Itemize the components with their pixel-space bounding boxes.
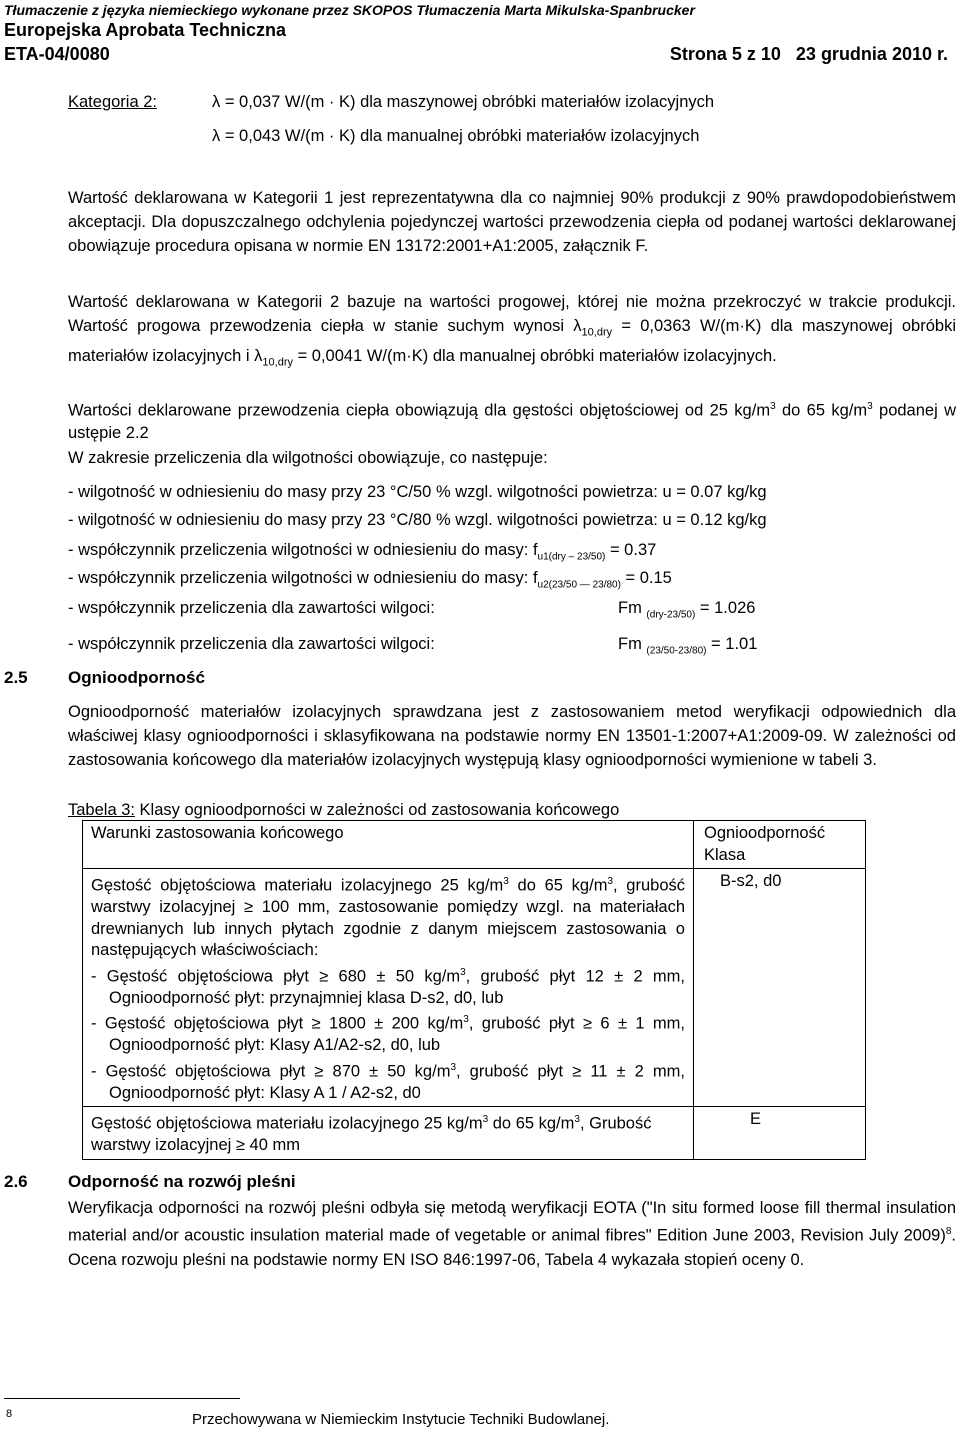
- paragraph-density-range: [68, 396, 956, 444]
- row1-intro-sup1: 3: [503, 876, 509, 887]
- row1-bullet-2: [91, 1009, 685, 1057]
- moisture-item-5-label: - współczynnik przeliczenia dla zawartości wilgoci:: [68, 599, 435, 617]
- section-2-6-title: Odporność na rozwój pleśni: [68, 1172, 296, 1191]
- row1-b2-sup: 3: [463, 1014, 469, 1025]
- row1-bullet-3: [91, 1057, 685, 1105]
- row1-bullet-1: [91, 962, 685, 1010]
- row1-b3-sup: 3: [450, 1061, 457, 1073]
- m5-val-sub: (dry-23/50): [646, 609, 696, 621]
- s26-footnote-ref: 8: [945, 1226, 952, 1237]
- fire-class-table: [82, 820, 866, 1160]
- m4-text-a: - współczynnik przeliczenia wilgotności w odniesieniu do masy: f: [68, 569, 538, 587]
- p2-text-b: = 0,0363 W/(m·K) dla maszynowej obróbki materiałów izolacyjnych i λ: [68, 317, 956, 366]
- p2-sub1: 10,dry: [581, 326, 613, 339]
- document-title: Europejska Aprobata Techniczna: [4, 20, 287, 40]
- moisture-item-6-label: - współczynnik przeliczenia dla zawartości wilgoci:: [68, 635, 435, 653]
- table-3-caption: [68, 800, 619, 820]
- p2-text-a: Wartość deklarowana w Kategorii 2 bazuje na wartości progowej, której nie można przekroczyć w trakcie produkcji. Wartość progowa przewodzenia ciepła w stanie suchym wynosi λ: [68, 293, 956, 335]
- table-header-conditions: Warunki zastosowania końcowego: [83, 821, 694, 869]
- section-2-5-text: Ognioodporność materiałów izolacyjnych sprawdzana jest z zastosowaniem metod weryfikacji odpowiednich dla właściwej klasy ognioodporności i sklasyfikowana na podstawie normy EN 13501-1:2007+A1:2009-09. W zależności od zastosowania końcowego dla materiałów izolacyjnych występują klasy ognioodporności wymienione w tabeli 3.: [68, 703, 956, 769]
- moisture-item-5-value: [618, 598, 755, 625]
- p2-sub2: 10,dry: [262, 356, 293, 369]
- m6-val-a: Fm: [618, 635, 647, 653]
- m4-sub: u2(23/50 — 23/80): [537, 579, 621, 591]
- row1-intro-b: do 65 kg/m: [508, 876, 608, 895]
- m5-val-b: = 1.026: [695, 599, 756, 617]
- m6-val-sub: (23/50-23/80): [646, 645, 707, 657]
- m4-text-b: = 0.15: [620, 569, 672, 587]
- footnote-marker: 8: [6, 1408, 13, 1420]
- paragraph-declared-value-cat2: [68, 290, 956, 375]
- row2-a: Gęstość objętościowa materiału izolacyjnego 25 kg/m: [91, 1114, 483, 1133]
- section-2-5-title: Ognioodporność: [68, 668, 205, 687]
- s26-text-b: . Ocena rozwoju pleśni na podstawie normy EN ISO 846:1997-06, Tabela 4 wykazała stopień oceny 0.: [68, 1226, 956, 1269]
- footnote-text: Przechowywana w Niemieckim Instytucie Techniki Budowlanej.: [192, 1411, 610, 1428]
- moisture-item-1: - wilgotność w odniesieniu do masy przy 23 °C/50 % wzgl. wilgotności powietrza: u = 0.07 kg/kg: [68, 483, 767, 501]
- section-2-6-number: 2.6: [4, 1172, 28, 1191]
- row1-b2-a: - Gęstość objętościowa płyt ≥ 1800 ± 200 kg/m: [91, 1014, 464, 1033]
- row1-b1-b: , grubość płyt 12 ± 2 mm, Ognioodporność płyt: przynajmniej klasa D-s2, d0, lub: [109, 967, 685, 1007]
- page-info: Strona 5 z 10 23 grudnia 2010 r.: [669, 44, 948, 64]
- footnote-divider: [4, 1398, 240, 1399]
- lambda-manual: λ = 0,043 W/(m · K) dla manualnej obróbki materiałów izolacyjnych: [212, 127, 700, 145]
- row2-sup2: 3: [574, 1114, 580, 1125]
- m5-val-a: Fm: [618, 599, 647, 617]
- m3-text-a: - współczynnik przeliczenia wilgotności w odniesieniu do masy: f: [68, 541, 538, 559]
- table-row-1-conditions: [83, 869, 694, 1107]
- section-2-5-number: 2.5: [4, 668, 28, 687]
- table-row-2-conditions: [83, 1107, 694, 1160]
- moisture-item-3: [68, 540, 656, 567]
- paragraph-moisture-intro: W zakresie przeliczenia dla wilgotności obowiązuje, co następuje:: [68, 449, 548, 467]
- lambda-machine: λ = 0,037 W/(m · K) dla maszynowej obróbki materiałów izolacyjnych: [212, 93, 715, 111]
- table-header-class: Ognioodporność Klasa: [694, 821, 866, 869]
- table-header-row: [83, 821, 866, 869]
- table-row: [83, 1107, 866, 1160]
- translation-note: Tłumaczenie z języka niemieckiego wykonane przez SKOPOS Tłumaczenia Marta Mikulska-Spanbrucker: [4, 2, 695, 18]
- p3-sup1: 3: [770, 401, 776, 412]
- row2-c: , Grubość warstwy izolacyjnej ≥ 40 mm: [91, 1114, 652, 1154]
- row1-b2-b: , grubość płyt ≥ 6 ± 1 mm, Ognioodporność płyt: Klasy A1/A2-s2, d0, lub: [109, 1014, 686, 1054]
- row1-b3-a: - Gęstość objętościowa płyt ≥ 870 ± 50 kg/m: [91, 1062, 451, 1080]
- moisture-item-2: - wilgotność w odniesieniu do masy przy 23 °C/80 % wzgl. wilgotności powietrza: u = 0.12 kg/kg: [68, 511, 767, 529]
- p3-text-b: do 65 kg/m: [775, 401, 868, 420]
- table-row-2-class: E: [694, 1107, 866, 1160]
- moisture-item-4: [68, 568, 672, 595]
- document-number: ETA-04/0080: [4, 44, 110, 64]
- m3-text-b: = 0.37: [605, 541, 657, 559]
- p3-text-a: Wartości deklarowane przewodzenia ciepła obowiązują dla gęstości objętościowej od 25 kg/m: [68, 401, 771, 420]
- row1-intro-c: , grubość warstwy izolacyjnej ≥ 100 mm, zastosowanie pomiędzy wzgl. na materiałach drewnianych lub innych płytach zgodnie z danym miejscem zastosowania o następujących właściwościach:: [91, 876, 685, 959]
- table-3-caption-text: Klasy ognioodporności w zależności od zastosowania końcowego: [134, 801, 620, 819]
- m3-sub: u1(dry – 23/50): [537, 551, 606, 563]
- p2-text-c: = 0,0041 W/(m·K) dla manualnej obróbki materiałów izolacyjnych.: [292, 347, 777, 366]
- s26-text-a: Weryfikacja odporności na rozwój pleśni odbyła się metodą weryfikacji EOTA ("In situ formed loose fill thermal insulation material and/or acoustic insulation material made of vegetable or animal fibres" Edition June 2003, Revision July 2009): [68, 1199, 956, 1245]
- row1-intro-sup2: 3: [607, 876, 613, 887]
- row1-intro: [91, 871, 685, 962]
- row1-b3-b: , grubość płyt ≥ 11 ± 2 mm, Ognioodporność płyt: Klasy A 1 / A2-s2, d0: [109, 1062, 685, 1102]
- category-label: Kategoria 2:: [68, 93, 157, 111]
- table-3-caption-label: Tabela 3:: [68, 801, 135, 819]
- p3-sup2: 3: [867, 401, 873, 412]
- table-row: [83, 869, 866, 1107]
- row2-b: do 65 kg/m: [488, 1114, 575, 1133]
- moisture-item-6-value: [618, 634, 757, 661]
- row1-b1-a: - Gęstość objętościowa płyt ≥ 680 ± 50 kg/m: [91, 967, 461, 985]
- section-2-6-text: [68, 1196, 956, 1272]
- row1-b1-sup: 3: [460, 966, 466, 978]
- table-row-1-class: B-s2, d0: [694, 869, 866, 1107]
- row1-intro-a: Gęstość objętościowa materiału izolacyjnego 25 kg/m: [91, 876, 504, 895]
- m6-val-b: = 1.01: [706, 635, 758, 653]
- row2-sup1: 3: [482, 1114, 489, 1125]
- paragraph-declared-value-cat1: Wartość deklarowana w Kategorii 1 jest reprezentatywna dla co najmniej 90% produkcji z 90% prawdopodobieństwem akceptacji. Dla dopuszczalnego odchylenia pojedynczej wartości przewodzenia ciepła od podanej wartości deklarowanej obowiązuje procedura opisana w normie EN 13172:2001+A1:2005, załącznik F.: [68, 189, 956, 255]
- p3-text-c: podanej w ustępie 2.2: [68, 401, 956, 442]
